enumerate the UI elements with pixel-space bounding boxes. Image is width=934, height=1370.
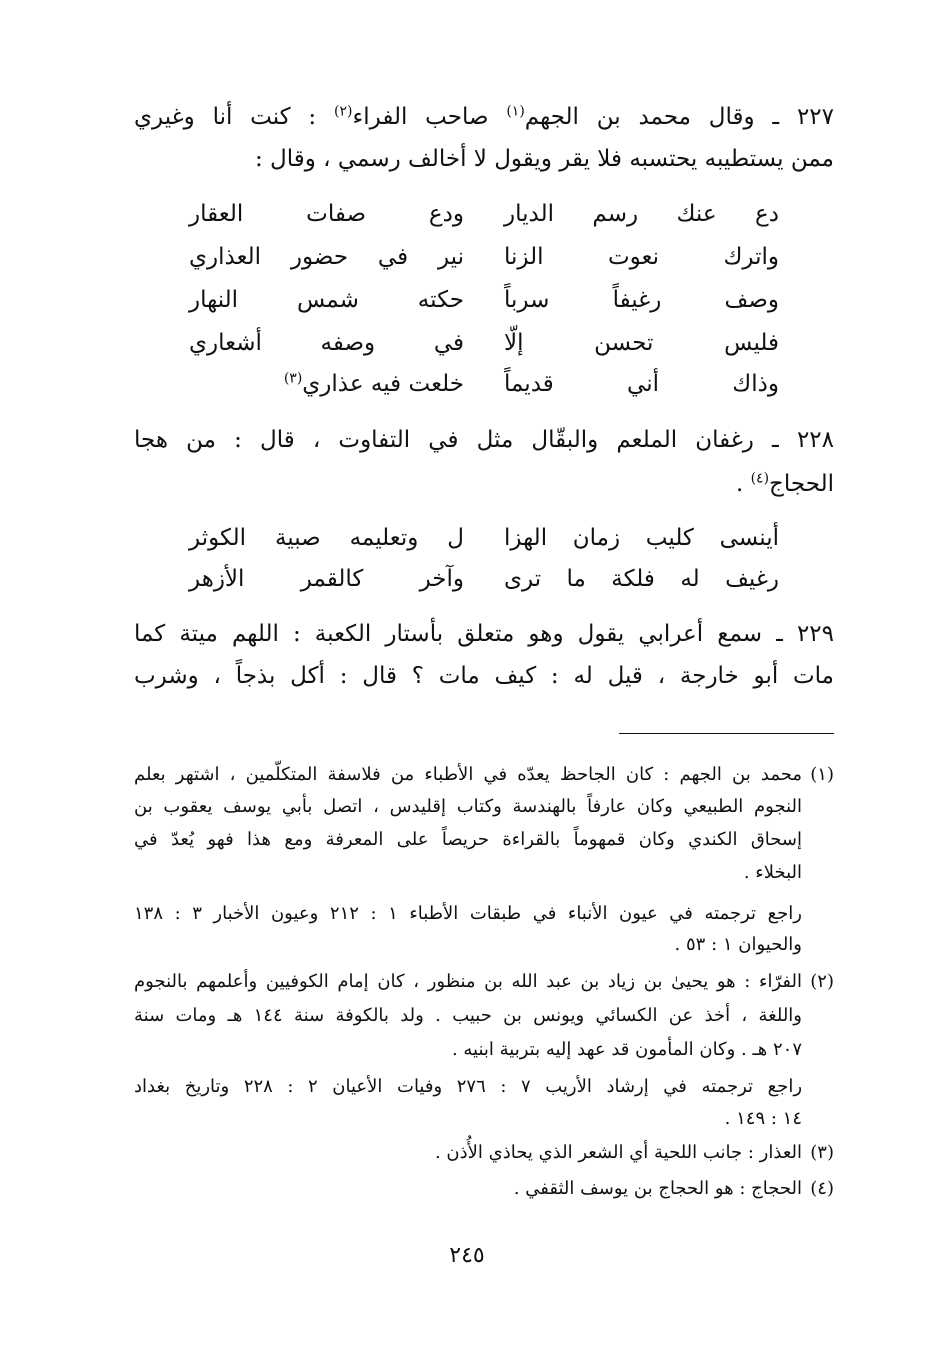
footnote-ref-2: (٢) xyxy=(333,103,353,120)
verse-first-hemistich: أينسى كليب زمان الهزا xyxy=(504,525,779,551)
footnote-4 xyxy=(134,1175,834,1203)
poem-1-verse-4 xyxy=(189,323,779,363)
footnote-text: محمد بن الجهم : كان الجاحظ يعدّه في الأطباء من فلاسفة المتكلّمين ، اشتهر بعلم xyxy=(134,764,802,785)
footnote-ref-1: (١) xyxy=(506,103,525,120)
p227-text-b: صاحب الفراء xyxy=(352,104,507,130)
verse-second-hemistich xyxy=(189,364,464,404)
footnote-1-line-3: إسحاق الكندي وكان قمهوماً بالقراءة حريصاً على المعرفة ومع هذا فهو يُعدّ في xyxy=(134,829,802,850)
footnote-number: (٤) xyxy=(810,1178,834,1199)
verse-first-hemistich: دع عنك رسم الديار xyxy=(504,201,779,227)
footnote-2-line-3: ٢٠٧ هـ . وكان المأمون قد عهد إليه بتربية ابنيه . xyxy=(451,1039,802,1060)
p228-text-a: الحجاج xyxy=(769,471,834,497)
footnote-1-source-line-1: راجع ترجمته في عيون الأنباء في طبقات الأطباء ١ : ٢١٢ وعيون الأخبار ٣ : ١٣٨ xyxy=(134,903,802,924)
paragraph-228-line-2 xyxy=(134,468,834,500)
footnote-number: (٣) xyxy=(810,1142,834,1163)
poem-1-verse-3 xyxy=(189,280,779,320)
footnote-text: العذار : جانب اللحية أي الشعر الذي يحاذي الأُذن . xyxy=(434,1142,802,1163)
p227-text-c: : كنت أنا وغيري xyxy=(134,104,334,130)
footnote-2-source-line-2: ١٤ : ١٤٩ . xyxy=(724,1108,802,1129)
footnote-1-line-1 xyxy=(134,761,834,789)
paragraph-229-line-2: مات أبو خارجة ، قيل له : كيف مات ؟ قال : أكل بذجاً ، وشرب xyxy=(134,663,834,689)
footnote-ref-4: (٤) xyxy=(750,470,770,487)
footnote-1-source-line-2: والحيوان ١ : ٥٣ . xyxy=(674,934,802,955)
verse-text: خلعت فيه عذاري xyxy=(302,371,464,397)
footnote-1-line-2: النجوم الطبيعي وكان عارفاً بالهندسة وكتاب إقليدس ، اتصل بأبي يوسف يعقوب بن xyxy=(134,796,802,817)
footnote-number: (٢) xyxy=(810,971,834,992)
footnote-ref-3: (٣) xyxy=(283,370,303,387)
footnote-1-line-4: البخلاء . xyxy=(743,862,802,883)
poem-1-verse-5 xyxy=(189,364,779,404)
paragraph-227-line-1 xyxy=(134,101,834,133)
footnote-text: الفرّاء : هو يحيىٰ بن زياد بن عبد الله بن منظور ، كان إمام الكوفيين وأعلمهم بالنجوم xyxy=(134,971,802,992)
verse-second-hemistich: في وصفه أشعاري xyxy=(189,330,464,356)
verse-second-hemistich: حكته شمس النهار xyxy=(189,287,464,313)
footnote-2-source-line-1: راجع ترجمته في إرشاد الأريب ٧ : ٢٧٦ وفيات الأعيان ٢ : ٢٢٨ وتاريخ بغداد xyxy=(134,1076,803,1097)
footnote-separator xyxy=(619,733,834,734)
footnote-3 xyxy=(134,1139,834,1167)
p227-text-a: ٢٢٧ ـ وقال محمد بن الجهم xyxy=(524,104,835,130)
verse-first-hemistich: رغيف له فلكة ما ترى xyxy=(504,566,779,592)
verse-second-hemistich: ل وتعليمه صبية الكوثر xyxy=(189,525,464,551)
p228-text-b: . xyxy=(735,471,751,497)
verse-second-hemistich: وآخر كالقمر الأزهر xyxy=(189,566,464,592)
footnote-2-line-1 xyxy=(134,968,834,996)
paragraph-228-line-1: ٢٢٨ ـ رغفان الملعم والبقّال مثل في التفاوت ، قال : من هجا xyxy=(134,427,834,453)
poem-1-verse-2 xyxy=(189,237,779,277)
verse-second-hemistich: ودع صفات العقار xyxy=(189,201,464,227)
verse-first-hemistich: واترك نعوت الزنا xyxy=(504,244,779,270)
verse-second-hemistich: نير في حضور العذاري xyxy=(189,244,464,270)
footnote-text: الحجاج : هو الحجاج بن يوسف الثقفي . xyxy=(513,1178,802,1199)
poem-2-verse-1 xyxy=(189,518,779,558)
footnote-number: (١) xyxy=(810,764,834,785)
paragraph-227-line-2: ممن يستطيبه يحتسبه فلا يقر ويقول لا أخالف رسمي ، وقال : xyxy=(254,146,834,172)
verse-first-hemistich: فليس تحسن إلّا xyxy=(504,330,779,356)
poem-1-verse-1 xyxy=(189,194,779,234)
verse-first-hemistich: وصف رغيفاً سرباً xyxy=(504,287,779,313)
footnote-2-line-2: واللغة ، أخذ عن الكسائي ويونس بن حبيب . ولد بالكوفة سنة ١٤٤ هـ ومات سنة xyxy=(134,1005,803,1026)
page-number: ٢٤٥ xyxy=(449,1243,485,1268)
poem-2-verse-2 xyxy=(189,559,779,599)
verse-first-hemistich: وذاك أني قديماً xyxy=(504,371,779,397)
paragraph-229-line-1: ٢٢٩ ـ سمع أعرابي يقول وهو متعلق بأستار الكعبة : اللهم ميتة كما xyxy=(134,621,834,647)
